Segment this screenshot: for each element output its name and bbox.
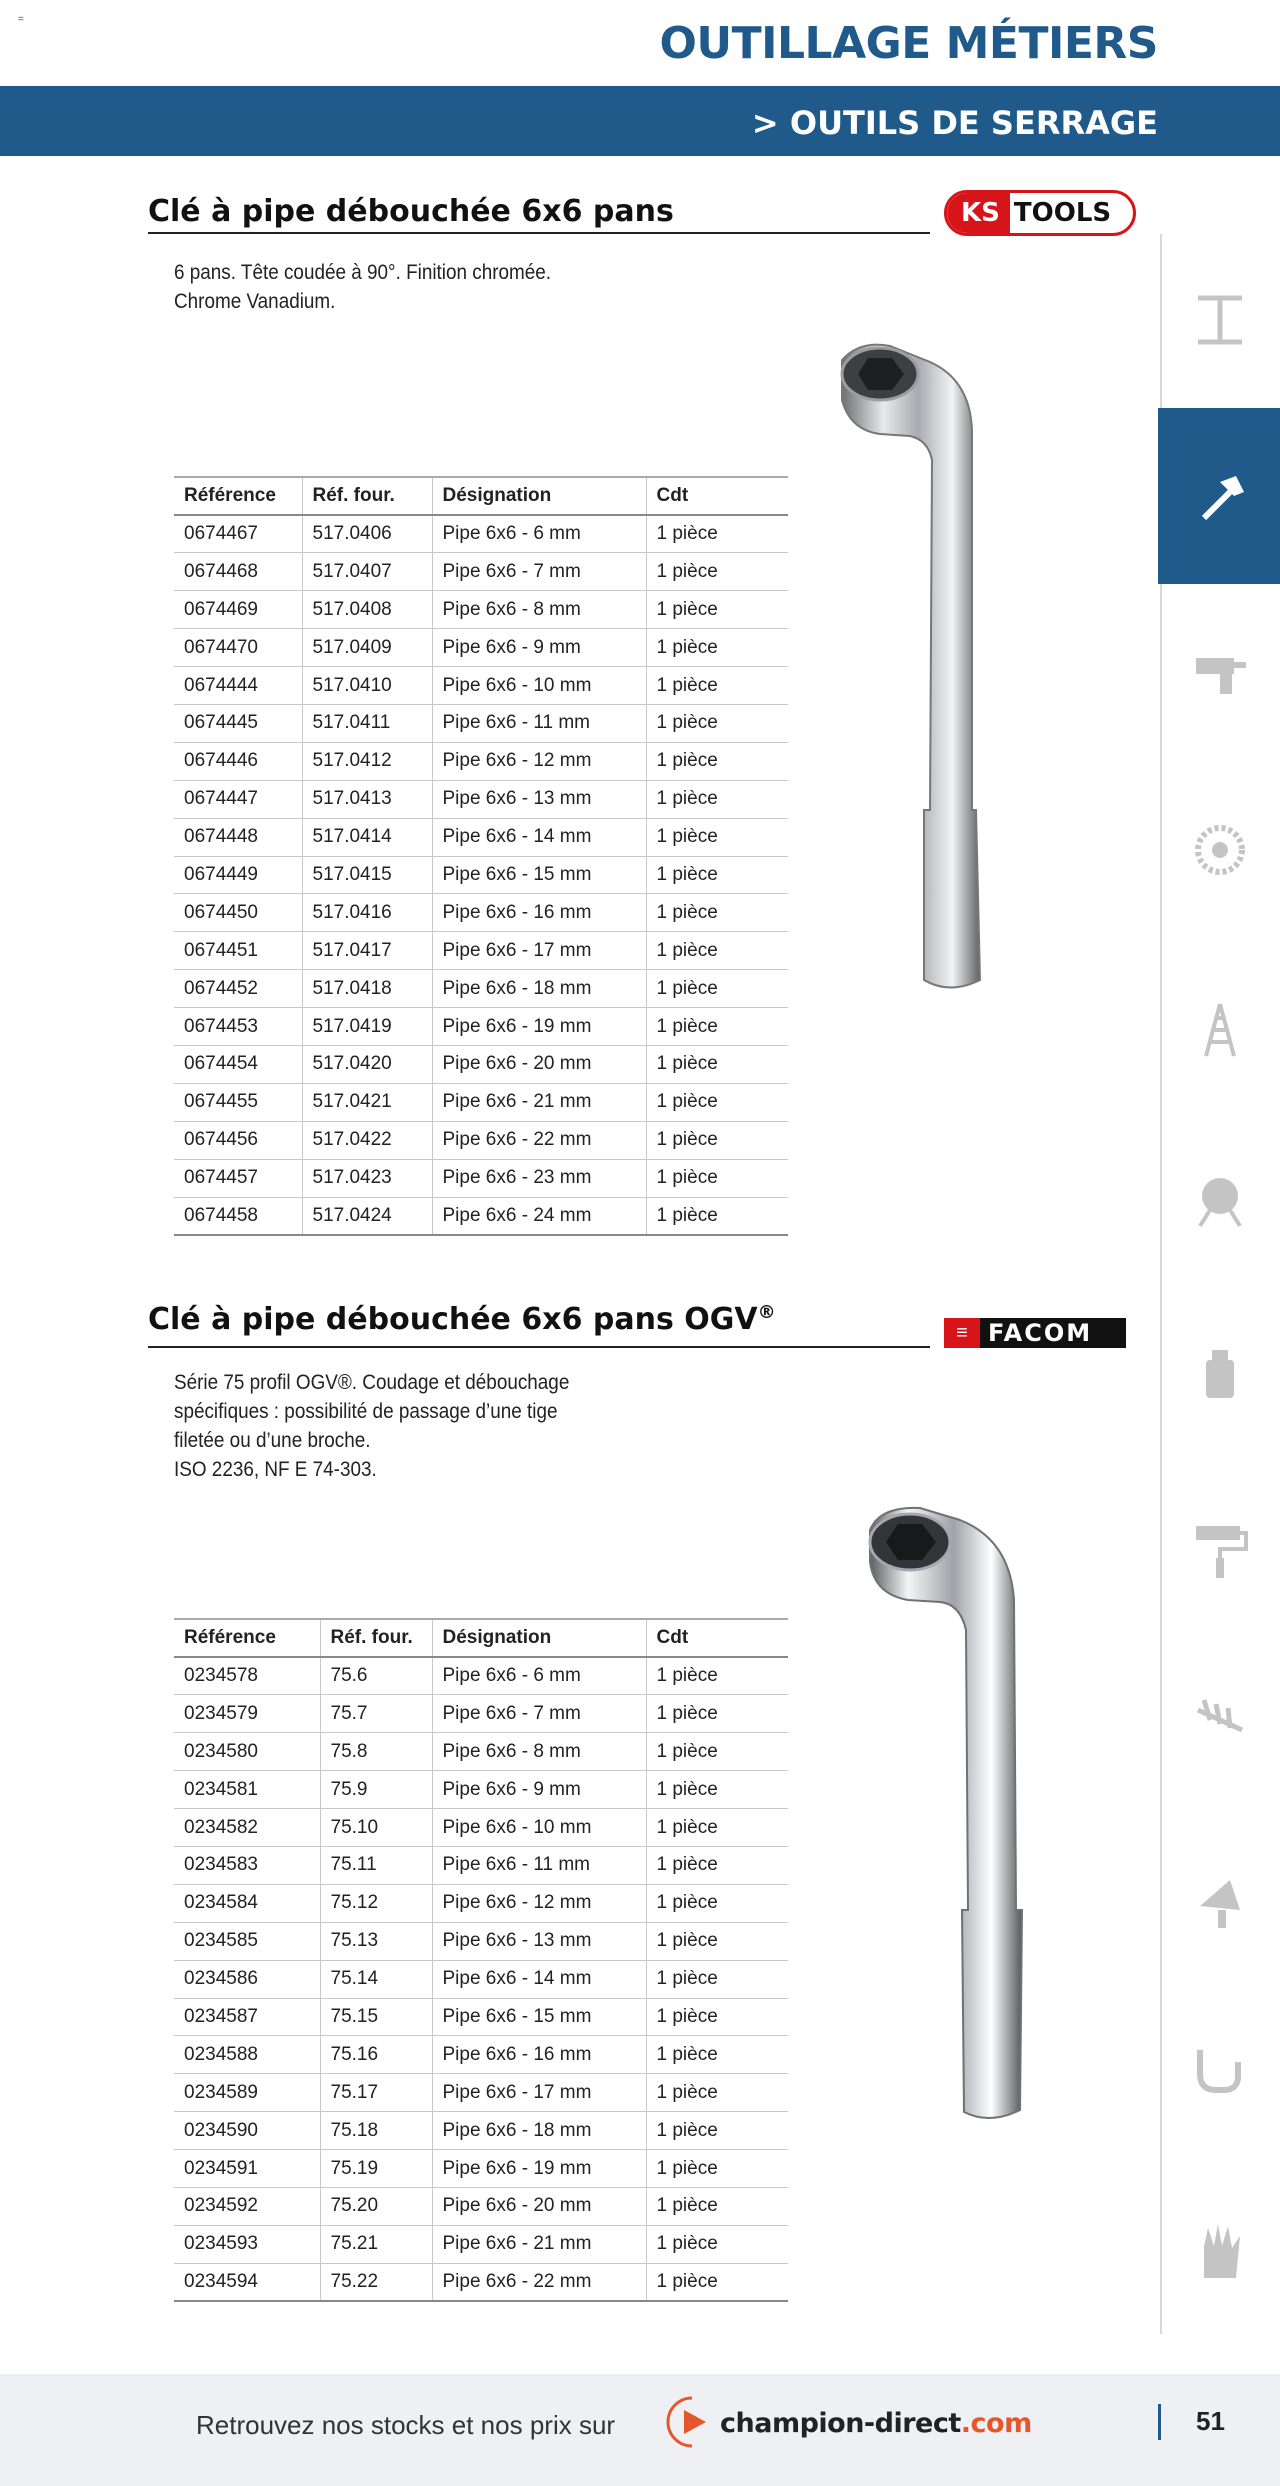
table-cell: Pipe 6x6 - 24 mm (432, 1197, 646, 1235)
footer-text: Retrouvez nos stocks et nos prix sur (196, 2410, 616, 2440)
table-cell: 75.12 (320, 1884, 432, 1922)
column-header: Cdt (646, 1619, 788, 1657)
section1-title: Clé à pipe débouchée 6x6 pans (148, 194, 674, 229)
table-cell: Pipe 6x6 - 16 mm (432, 2036, 646, 2074)
table-cell: 0674454 (174, 1045, 302, 1083)
table-cell: 0674468 (174, 553, 302, 591)
table-cell: Pipe 6x6 - 17 mm (432, 2074, 646, 2112)
table-cell: 0674446 (174, 742, 302, 780)
table-cell: 1 pièce (646, 742, 788, 780)
table-cell: 75.9 (320, 1771, 432, 1809)
table-cell: 1 pièce (646, 1083, 788, 1121)
table-cell: 75.21 (320, 2225, 432, 2263)
table-cell: Pipe 6x6 - 13 mm (432, 780, 646, 818)
table-cell: Pipe 6x6 - 6 mm (432, 515, 646, 553)
table-cell: 0674452 (174, 970, 302, 1008)
table-row (174, 1809, 788, 1847)
table-row (174, 2187, 788, 2225)
table-row (174, 818, 788, 856)
spray-can-icon[interactable] (1190, 1340, 1250, 1400)
table-cell: 1 pièce (646, 1197, 788, 1235)
table-row (174, 894, 788, 932)
cement-mixer-icon[interactable] (1190, 1170, 1250, 1230)
table-cell: 517.0424 (302, 1197, 432, 1235)
table-cell: 0674444 (174, 667, 302, 705)
table-cell: 517.0414 (302, 818, 432, 856)
table-row (174, 1960, 788, 1998)
table-cell: 1 pièce (646, 856, 788, 894)
table-cell: Pipe 6x6 - 18 mm (432, 2112, 646, 2150)
table-row (174, 932, 788, 970)
page-number: 51 (1196, 2406, 1225, 2436)
table-row (174, 1771, 788, 1809)
column-header: Réf. four. (320, 1619, 432, 1657)
table-cell: 0234585 (174, 1922, 320, 1960)
table-row (174, 2263, 788, 2301)
table-cell: 517.0419 (302, 1008, 432, 1046)
table-cell: Pipe 6x6 - 9 mm (432, 629, 646, 667)
table-cell: 1 pièce (646, 932, 788, 970)
table-cell: 517.0420 (302, 1045, 432, 1083)
brand-name: champion-direct (720, 2408, 961, 2439)
table-cell: 517.0406 (302, 515, 432, 553)
table-cell: 0234584 (174, 1884, 320, 1922)
table-row (174, 1159, 788, 1197)
section2-title (148, 1302, 776, 1337)
table-row (174, 1998, 788, 2036)
table-cell: 517.0416 (302, 894, 432, 932)
table-row (174, 780, 788, 818)
section1-description: 6 pans. Tête coudée à 90°. Finition chromée. Chrome Vanadium. (174, 261, 552, 313)
table-cell: 1 pièce (646, 2187, 788, 2225)
table-cell: Pipe 6x6 - 12 mm (432, 742, 646, 780)
page-subtitle: > OUTILS DE SERRAGE (751, 104, 1158, 142)
table-cell: 1 pièce (646, 591, 788, 629)
table-cell: 1 pièce (646, 1121, 788, 1159)
section1-rule (148, 232, 930, 234)
table-cell: 75.13 (320, 1922, 432, 1960)
table-cell: 0234591 (174, 2150, 320, 2188)
column-header: Référence (174, 477, 302, 515)
registered-mark: ® (757, 1302, 776, 1323)
table-cell: Pipe 6x6 - 6 mm (432, 1657, 646, 1695)
table-cell: Pipe 6x6 - 8 mm (432, 1733, 646, 1771)
table-cell: 0234590 (174, 2112, 320, 2150)
table-cell: 1 pièce (646, 1657, 788, 1695)
table-cell: 0674458 (174, 1197, 302, 1235)
column-header: Référence (174, 1619, 320, 1657)
table-cell: 75.8 (320, 1733, 432, 1771)
table-cell: 517.0421 (302, 1083, 432, 1121)
table-cell: Pipe 6x6 - 14 mm (432, 1960, 646, 1998)
table-cell: 0234582 (174, 1809, 320, 1847)
table-cell: 1 pièce (646, 1998, 788, 2036)
table-cell: 1 pièce (646, 704, 788, 742)
table-cell: Pipe 6x6 - 21 mm (432, 2225, 646, 2263)
footer-brand-link[interactable] (720, 2408, 1032, 2439)
footer (0, 2374, 1280, 2486)
glove-icon[interactable] (1190, 2220, 1250, 2280)
table-cell: 517.0410 (302, 667, 432, 705)
table-cell: 1 pièce (646, 1008, 788, 1046)
section2-rule (148, 1346, 930, 1348)
table-cell: 1 pièce (646, 629, 788, 667)
table-cell: Pipe 6x6 - 7 mm (432, 553, 646, 591)
page-separator (1158, 2404, 1161, 2440)
column-header: Cdt (646, 477, 788, 515)
table-cell: 1 pièce (646, 1159, 788, 1197)
table-cell: 517.0422 (302, 1121, 432, 1159)
table-row (174, 704, 788, 742)
table-cell: Pipe 6x6 - 21 mm (432, 1083, 646, 1121)
table-cell: 517.0411 (302, 704, 432, 742)
page-title: OUTILLAGE MÉTIERS (659, 18, 1158, 69)
table-cell: 1 pièce (646, 1809, 788, 1847)
table-cell: 0234586 (174, 1960, 320, 1998)
table-cell: 517.0407 (302, 553, 432, 591)
table-cell: Pipe 6x6 - 22 mm (432, 2263, 646, 2301)
table-row (174, 1083, 788, 1121)
table-row (174, 515, 788, 553)
table-row (174, 1197, 788, 1235)
table-cell: 517.0412 (302, 742, 432, 780)
table-cell: 0674469 (174, 591, 302, 629)
column-header: Désignation (432, 1619, 646, 1657)
beam-icon[interactable] (1190, 290, 1250, 350)
table-cell: 1 pièce (646, 553, 788, 591)
table-row (174, 2112, 788, 2150)
table-cell: 517.0408 (302, 591, 432, 629)
table-cell: 0234593 (174, 2225, 320, 2263)
table-cell: 1 pièce (646, 2263, 788, 2301)
table-cell: 0674467 (174, 515, 302, 553)
table-cell: Pipe 6x6 - 15 mm (432, 1998, 646, 2036)
table-row (174, 1846, 788, 1884)
table-cell: 0234580 (174, 1733, 320, 1771)
table-cell: 0234578 (174, 1657, 320, 1695)
table-cell: 0234592 (174, 2187, 320, 2225)
table-row (174, 667, 788, 705)
table-row (174, 2150, 788, 2188)
table-cell: 517.0423 (302, 1159, 432, 1197)
table-cell: 1 pièce (646, 970, 788, 1008)
table-cell: 0674451 (174, 932, 302, 970)
section2-table (174, 1618, 788, 2302)
table-cell: Pipe 6x6 - 11 mm (432, 1846, 646, 1884)
logo-part: FACOM (988, 1319, 1093, 1347)
lamp-icon[interactable] (1190, 1870, 1250, 1930)
table-cell: 1 pièce (646, 667, 788, 705)
table-cell: 0674448 (174, 818, 302, 856)
table-row (174, 2225, 788, 2263)
table-cell: 75.10 (320, 1809, 432, 1847)
table-cell: 0234594 (174, 2263, 320, 2301)
table-cell: 1 pièce (646, 1045, 788, 1083)
table-cell: 1 pièce (646, 780, 788, 818)
table-cell: 1 pièce (646, 1695, 788, 1733)
table-cell: Pipe 6x6 - 10 mm (432, 667, 646, 705)
table-cell: Pipe 6x6 - 13 mm (432, 1922, 646, 1960)
table-row (174, 2036, 788, 2074)
table-cell: 0674457 (174, 1159, 302, 1197)
table-row (174, 2074, 788, 2112)
kstools-logo (944, 190, 1136, 236)
table-cell: 0674470 (174, 629, 302, 667)
table-cell: Pipe 6x6 - 23 mm (432, 1159, 646, 1197)
table-cell: Pipe 6x6 - 19 mm (432, 1008, 646, 1046)
table-cell: 0234589 (174, 2074, 320, 2112)
column-header: Réf. four. (302, 477, 432, 515)
drill-icon[interactable] (1190, 640, 1250, 700)
table-row (174, 970, 788, 1008)
table-cell: 1 pièce (646, 1960, 788, 1998)
table-cell: 1 pièce (646, 2150, 788, 2188)
table-row (174, 742, 788, 780)
saw-blade-icon[interactable] (1190, 820, 1250, 880)
table-cell: 75.20 (320, 2187, 432, 2225)
table-cell: 0234583 (174, 1846, 320, 1884)
screw-anchor-icon[interactable] (1190, 1690, 1250, 1750)
section2-description: Série 75 profil OGV®. Coudage et débouchage spécifiques : possibilité de passage d’une tige filetée ou d’une broche. ISO 2236, NF E 74-303. (174, 1371, 570, 1481)
table-cell: 75.16 (320, 2036, 432, 2074)
facom-logo (944, 1318, 1126, 1348)
table-cell: 0674456 (174, 1121, 302, 1159)
pipe-icon[interactable] (1190, 2040, 1250, 2100)
table-cell: Pipe 6x6 - 12 mm (432, 1884, 646, 1922)
table-cell: 75.17 (320, 2074, 432, 2112)
table-cell: 0234579 (174, 1695, 320, 1733)
table-cell: Pipe 6x6 - 7 mm (432, 1695, 646, 1733)
section2-title-text: Clé à pipe débouchée 6x6 pans OGV (148, 1302, 758, 1337)
table-cell: 517.0415 (302, 856, 432, 894)
table-cell: 75.14 (320, 1960, 432, 1998)
paint-roller-icon[interactable] (1190, 1520, 1250, 1580)
table-cell: 1 pièce (646, 1846, 788, 1884)
table-row (174, 1733, 788, 1771)
table-cell: 75.11 (320, 1846, 432, 1884)
table-cell: 1 pièce (646, 1733, 788, 1771)
table-cell: Pipe 6x6 - 11 mm (432, 704, 646, 742)
table-cell: 75.6 (320, 1657, 432, 1695)
play-arrow-icon (662, 2394, 718, 2450)
table-row (174, 1922, 788, 1960)
table-cell: Pipe 6x6 - 20 mm (432, 1045, 646, 1083)
table-cell: 1 pièce (646, 894, 788, 932)
socket-wrench-image (820, 340, 1060, 1000)
table-cell: 0674455 (174, 1083, 302, 1121)
table-cell: 1 pièce (646, 818, 788, 856)
table-cell: 0234581 (174, 1771, 320, 1809)
table-row (174, 1695, 788, 1733)
table-row (174, 591, 788, 629)
table-row (174, 553, 788, 591)
table-cell: 1 pièce (646, 1771, 788, 1809)
section1-table (174, 476, 788, 1236)
table-cell: 0674447 (174, 780, 302, 818)
table-cell: 1 pièce (646, 1884, 788, 1922)
table-cell: 75.18 (320, 2112, 432, 2150)
column-header: Désignation (432, 477, 646, 515)
table-cell: Pipe 6x6 - 18 mm (432, 970, 646, 1008)
logo-part: KS (947, 193, 1010, 233)
table-cell: 517.0418 (302, 970, 432, 1008)
table-cell: 1 pièce (646, 515, 788, 553)
table-cell: Pipe 6x6 - 20 mm (432, 2187, 646, 2225)
table-cell: 1 pièce (646, 1922, 788, 1960)
table-cell: Pipe 6x6 - 15 mm (432, 856, 646, 894)
table-row (174, 1121, 788, 1159)
table-cell: 517.0409 (302, 629, 432, 667)
table-cell: 1 pièce (646, 2112, 788, 2150)
table-row (174, 1045, 788, 1083)
ladder-icon[interactable] (1190, 1000, 1250, 1060)
table-cell: Pipe 6x6 - 9 mm (432, 1771, 646, 1809)
table-cell: Pipe 6x6 - 17 mm (432, 932, 646, 970)
table-row (174, 629, 788, 667)
table-cell: 1 pièce (646, 2225, 788, 2263)
table-cell: Pipe 6x6 - 16 mm (432, 894, 646, 932)
table-row (174, 1008, 788, 1046)
table-cell: 75.15 (320, 1998, 432, 2036)
table-row (174, 1884, 788, 1922)
table-cell: 517.0413 (302, 780, 432, 818)
table-row (174, 1657, 788, 1695)
socket-wrench-ogv-image (850, 1500, 1080, 2140)
table-cell: Pipe 6x6 - 8 mm (432, 591, 646, 629)
corner-mark: = (18, 14, 24, 25)
brand-tld: .com (960, 2408, 1032, 2439)
table-cell: Pipe 6x6 - 14 mm (432, 818, 646, 856)
table-row (174, 856, 788, 894)
table-cell: 0234588 (174, 2036, 320, 2074)
table-cell: 0674450 (174, 894, 302, 932)
logo-part: TOOLS (1013, 198, 1112, 228)
facom-mark: ≡ (944, 1318, 980, 1348)
table-cell: 0674453 (174, 1008, 302, 1046)
table-cell: Pipe 6x6 - 19 mm (432, 2150, 646, 2188)
table-cell: Pipe 6x6 - 22 mm (432, 1121, 646, 1159)
table-cell: 1 pièce (646, 2036, 788, 2074)
table-cell: 0674445 (174, 704, 302, 742)
table-cell: 0234587 (174, 1998, 320, 2036)
table-cell: 1 pièce (646, 2074, 788, 2112)
table-cell: Pipe 6x6 - 10 mm (432, 1809, 646, 1847)
table-cell: 75.7 (320, 1695, 432, 1733)
table-cell: 75.22 (320, 2263, 432, 2301)
hammer-icon[interactable] (1190, 466, 1250, 526)
table-cell: 75.19 (320, 2150, 432, 2188)
table-cell: 517.0417 (302, 932, 432, 970)
table-cell: 0674449 (174, 856, 302, 894)
